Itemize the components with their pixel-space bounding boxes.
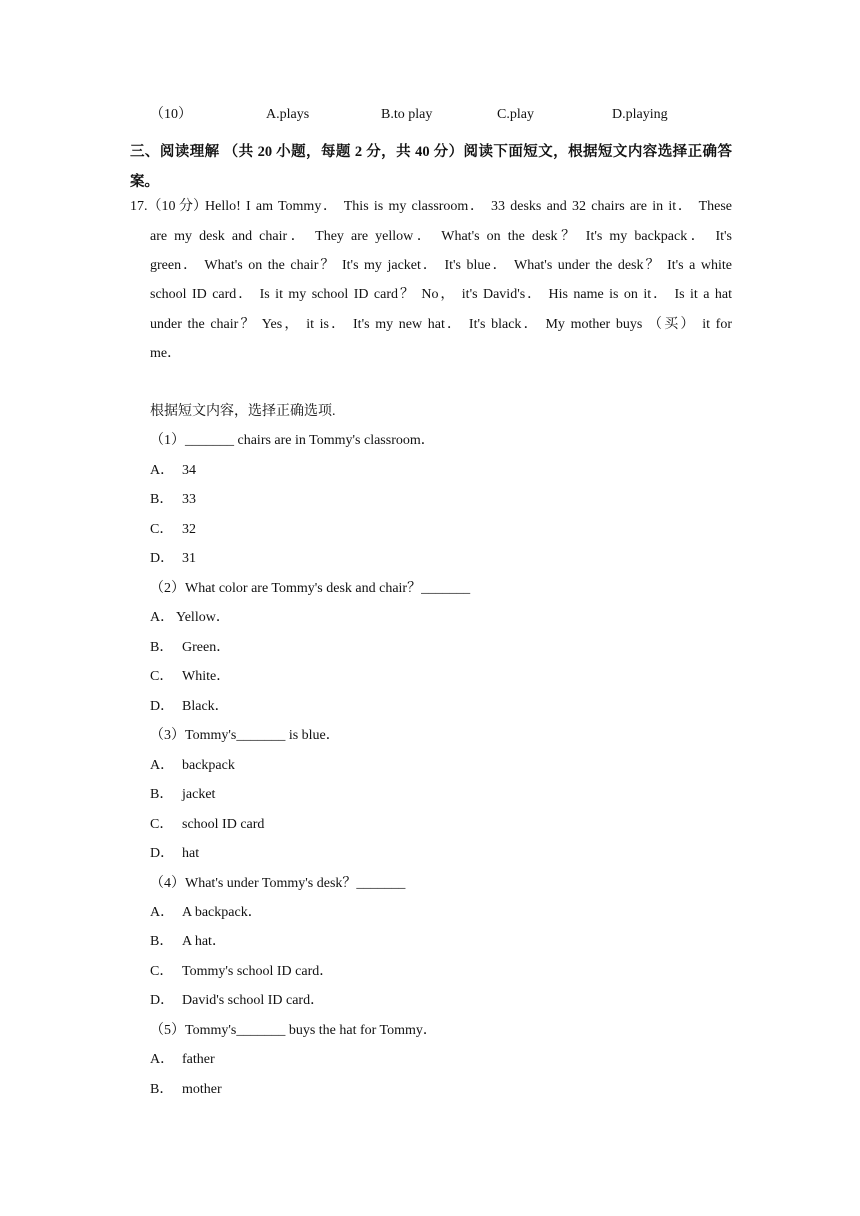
- choice-4d[interactable]: [150, 991, 324, 1011]
- choice-text: A backpack．: [182, 905, 262, 920]
- passage-line: green． What's on the chair？ It's my jacket． It's blue． What's under the desk？ It's a white: [150, 258, 732, 273]
- choice-letter: C．: [150, 669, 174, 684]
- choice-text: school ID card: [182, 817, 265, 832]
- sub-question-4: （4）What's under Tommy's desk？_______: [150, 876, 406, 891]
- choice-3c[interactable]: [150, 815, 264, 835]
- question-10-number: （10）: [150, 107, 192, 122]
- choice-letter: B．: [150, 640, 174, 655]
- question-17-number: 17.（10 分）: [130, 199, 207, 214]
- passage-line: school ID card． Is it my school ID card？ No， it's David's． His name is on it． Is it a hat: [150, 287, 732, 302]
- choice-2c[interactable]: [150, 667, 230, 687]
- choice-letter: D．: [150, 993, 175, 1008]
- sub-question-2: （2）What color are Tommy's desk and chair？_______: [150, 581, 471, 596]
- sub-question-5: （5）Tommy's_______ buys the hat for Tommy．: [150, 1023, 437, 1038]
- sub-question-3: （3）Tommy's_______ is blue．: [150, 728, 340, 743]
- choice-1c[interactable]: [150, 520, 196, 540]
- choice-text: mother: [182, 1082, 222, 1097]
- passage-line: under the chair？ Yes， it is． It's my new hat． It's black． My mother buys （买） it for: [150, 317, 732, 332]
- choice-5b[interactable]: [150, 1080, 222, 1100]
- choice-3a[interactable]: [150, 756, 235, 776]
- section-heading: 三、阅读理解 （共 20 小题，每题 2 分，共 40 分）阅读下面短文，根据短文内容选择正确答案。: [130, 144, 732, 190]
- choice-text: White．: [182, 669, 231, 684]
- choice-text: 33: [182, 492, 196, 507]
- choice-letter: A．: [150, 1052, 175, 1067]
- sub-question-1: （1）_______ chairs are in Tommy's classroom．: [150, 433, 435, 448]
- choice-4b[interactable]: [150, 932, 226, 952]
- choice-letter: C．: [150, 964, 174, 979]
- choice-letter: A．: [150, 463, 175, 478]
- choice-letter: D．: [150, 551, 175, 566]
- passage-line: are my desk and chair． They are yellow． What's on the desk？ It's my backpack． It's: [150, 229, 732, 244]
- option-c: C.play: [497, 107, 534, 122]
- option-a: A.plays: [266, 107, 310, 122]
- choice-letter: A．: [150, 610, 175, 625]
- choice-letter: C．: [150, 522, 174, 537]
- choice-3d[interactable]: [150, 844, 199, 864]
- choice-text: Black．: [182, 699, 229, 714]
- passage-line: Hello! I am Tommy． This is my classroom． 33 desks and 32 chairs are in it． These: [205, 199, 732, 214]
- choice-text: Yellow．: [176, 610, 230, 625]
- choice-text: 31: [182, 551, 196, 566]
- choice-letter: B．: [150, 787, 174, 802]
- choice-2a[interactable]: [150, 608, 230, 628]
- choice-letter: A．: [150, 905, 175, 920]
- choice-text: backpack: [182, 758, 235, 773]
- choice-letter: B．: [150, 934, 174, 949]
- choice-letter: B．: [150, 492, 174, 507]
- option-b: B.to play: [381, 107, 433, 122]
- choice-1b[interactable]: [150, 490, 196, 510]
- instruction: 根据短文内容，选择正确选项.: [150, 404, 336, 419]
- choice-2b[interactable]: [150, 638, 230, 658]
- choice-text: hat: [182, 846, 200, 861]
- choice-text: Tommy's school ID card．: [182, 964, 334, 979]
- choice-text: A hat．: [182, 934, 226, 949]
- passage-line: me．: [150, 346, 182, 361]
- choice-2d[interactable]: [150, 697, 229, 717]
- choice-text: 34: [182, 463, 196, 478]
- choice-text: David's school ID card．: [182, 993, 325, 1008]
- choice-text: Green．: [182, 640, 231, 655]
- choice-letter: D．: [150, 846, 175, 861]
- choice-5a[interactable]: [150, 1050, 215, 1070]
- option-d: D.playing: [612, 107, 668, 122]
- choice-4c[interactable]: [150, 962, 333, 982]
- choice-letter: B．: [150, 1082, 174, 1097]
- choice-letter: D．: [150, 699, 175, 714]
- choice-3b[interactable]: [150, 785, 215, 805]
- choice-text: jacket: [182, 787, 216, 802]
- choice-letter: C．: [150, 817, 174, 832]
- choice-4a[interactable]: [150, 903, 262, 923]
- choice-letter: A．: [150, 758, 175, 773]
- choice-text: 32: [182, 522, 196, 537]
- choice-1a[interactable]: [150, 461, 196, 481]
- choice-text: father: [182, 1052, 215, 1067]
- choice-1d[interactable]: [150, 549, 196, 569]
